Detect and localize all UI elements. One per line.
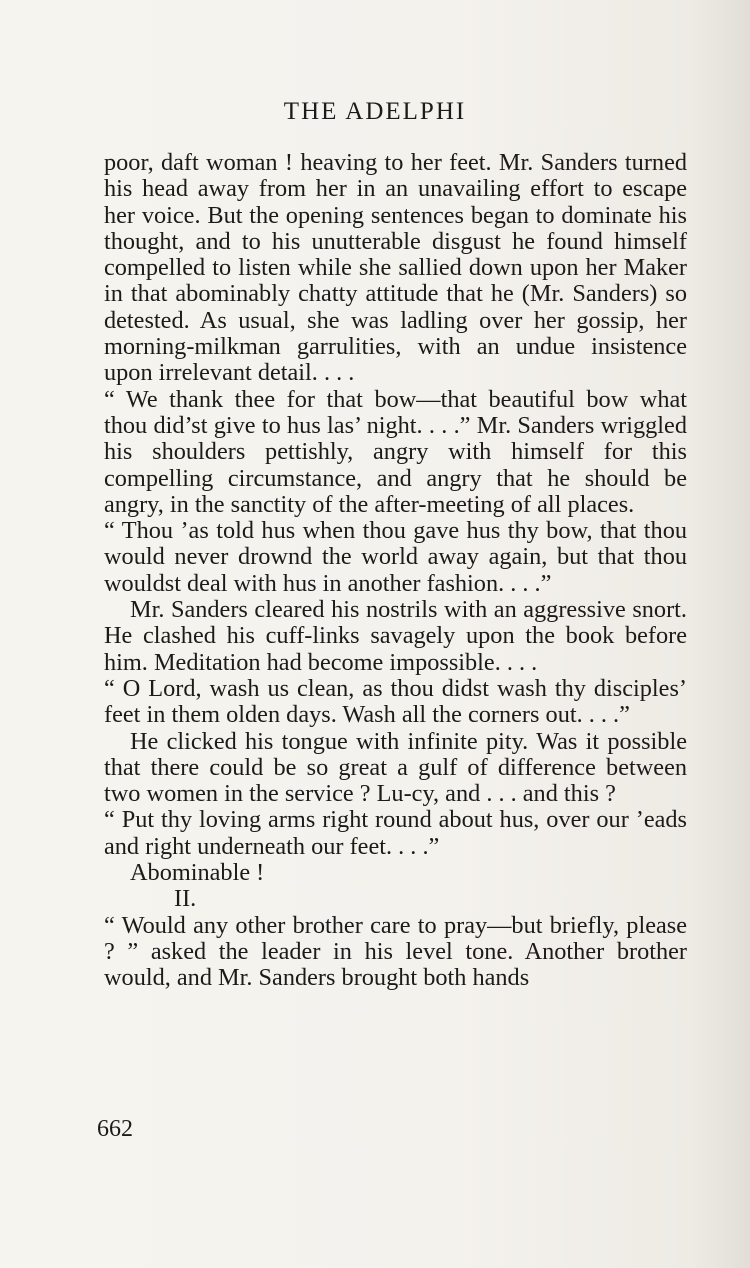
paragraph-dialogue: “ Put thy loving arms right round about hus, over our ’eads and right underneath our feet. . . .”: [104, 806, 687, 860]
paragraph-continuation: poor, daft woman ! heaving to her feet. Mr. Sanders turned his head away from her in an unavailing effort to escape her voice. But the opening sentences began to dominate his thought, and to his unutterable disgust he found himself compelled to listen while she sallied down upon her Maker in that abominably chatty attitude that he (Mr. Sanders) so detested. As usual, she was ladling over her gossip, her morning-milkman garrulities, with an undue insistence upon irrelevant detail. . . .: [104, 149, 687, 387]
running-head: THE ADELPHI: [283, 98, 467, 125]
page-number: 662: [97, 1116, 133, 1142]
paragraph: Abominable !: [130, 859, 265, 887]
paragraph: Mr. Sanders cleared his nostrils with an aggressive snort. He clashed his cuff-links savagely upon the book before him. Meditation had become impossible. . . .: [104, 596, 687, 676]
paragraph-dialogue: “ Would any other brother care to pray—but briefly, please ? ” asked the leader in his level tone. Another brother would, and Mr. Sanders brought both hands: [104, 911, 687, 992]
paragraph-dialogue: “ We thank thee for that bow—that beautiful bow what thou did’st give to hus las’ night. . . .” Mr. Sanders wriggled his shoulders pettishly, angry with himself for this compelling circumstance, and angry that he should be angry, in the sanctity of the after-meeting of all places.: [104, 385, 687, 518]
paragraph-dialogue: “ Thou ’as told hus when thou gave hus thy bow, that thou would never drownd the world away again, but that thou wouldst deal with hus in another fashion. . . .”: [104, 517, 687, 597]
paragraph: He clicked his tongue with infinite pity. Was it possible that there could be so great a gulf of difference between two women in the service ? Lu-cy, and . . . and this ?: [104, 727, 687, 808]
section-number: II.: [174, 885, 197, 913]
body-text: [104, 150, 687, 992]
paragraph-dialogue: “ O Lord, wash us clean, as thou didst wash thy disciples’ feet in them olden days. Wash all the corners out. . . .”: [104, 674, 687, 729]
